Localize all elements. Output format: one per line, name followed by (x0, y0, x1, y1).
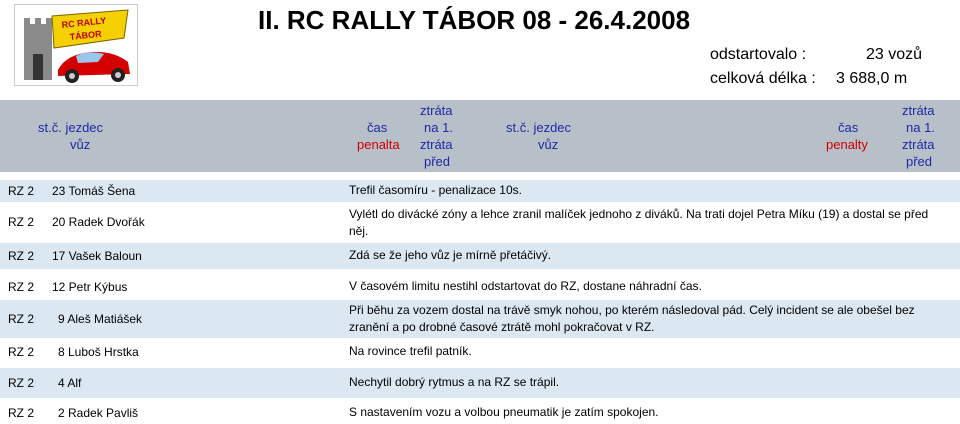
col-car-left: vůz (70, 137, 91, 152)
list-item (0, 300, 960, 338)
stage-label: RZ 2 (8, 280, 35, 294)
stage-label: RZ 2 (8, 184, 35, 198)
list-item (0, 204, 960, 240)
incident-note: V časovém limitu nestihl odstartovat do RZ, dostane náhradní čas. (349, 279, 702, 293)
driver-name: 8 Luboš Hrstka (58, 345, 139, 359)
incident-note: Vylétl do divácké zóny a lehce zranil malíček jednoho z diváků. Na trati dojel Petra Míku (19) a dostal se před něj. (349, 207, 929, 238)
col-car-right: vůz (538, 137, 559, 152)
driver-name: 17 Vašek Baloun (52, 249, 142, 263)
svg-text:RC RALLY: RC RALLY (61, 15, 107, 30)
driver-name: 23 Tomáš Šena (52, 184, 136, 198)
col-time-left: čas (367, 120, 388, 135)
col-loss-left-2: na 1. (424, 120, 453, 135)
stage-label: RZ 2 (8, 345, 35, 359)
incident-note: S nastavením vozu a volbou pneumatik je zatím spokojen. (349, 405, 659, 419)
stage-label: RZ 2 (8, 406, 35, 420)
col-loss-prev-left-1: ztráta (420, 137, 453, 152)
driver-name: 20 Radek Dvořák (52, 215, 145, 229)
incident-note: Nechytil dobrý rytmus a na RZ se trápil. (349, 375, 560, 389)
driver-name: 12 Petr Kýbus (52, 280, 128, 294)
driver-name: 9 Aleš Matiášek (58, 312, 143, 326)
rally-logo (14, 4, 138, 86)
incident-note: Zdá se že jeho vůz je mírně přetáčivý. (349, 248, 552, 262)
length-value: 3 688,0 m (836, 70, 908, 87)
col-loss-prev-right-2: před (906, 154, 933, 169)
col-loss-prev-left-2: před (424, 154, 451, 169)
col-penalty-left: penalta (357, 137, 400, 152)
list-item (0, 243, 960, 269)
page-title: II. RC RALLY TÁBOR 08 - 26.4.2008 (258, 5, 691, 35)
list-item (0, 402, 960, 424)
stage-label: RZ 2 (8, 312, 35, 326)
incident-note: Při běhu za vozem dostal na trávě smyk nohou, po kterém následoval pád. Celý incident se ale obešel bez zranění a po drobné časové ztrátě mohl pokračovat v RZ. (349, 303, 915, 334)
stage-label: RZ 2 (8, 215, 35, 229)
length-label: celková délka : (710, 70, 816, 87)
col-loss-right-2: na 1. (906, 120, 935, 135)
driver-name: 4 Alf (58, 376, 82, 390)
list-item (0, 341, 960, 363)
col-loss-left-1: ztráta (420, 103, 453, 118)
col-time-right: čas (838, 120, 859, 135)
stage-label: RZ 2 (8, 249, 35, 263)
col-stc-driver-left: st.č. jezdec (38, 120, 104, 135)
list-item (0, 276, 960, 298)
col-penalty-right: penalty (826, 137, 868, 152)
list-item (0, 180, 960, 202)
col-loss-right-1: ztráta (902, 103, 935, 118)
incident-note: Na rovince trefil patník. (349, 344, 472, 358)
col-stc-driver-right: st.č. jezdec (506, 120, 572, 135)
stage-label: RZ 2 (8, 376, 35, 390)
column-header (0, 100, 960, 172)
started-value: 23 vozů (866, 46, 923, 63)
svg-text:TÁBOR: TÁBOR (69, 28, 103, 42)
started-label: odstartovalo : (710, 46, 807, 63)
col-loss-prev-right-1: ztráta (902, 137, 935, 152)
incident-note: Trefil časomíru - penalizace 10s. (349, 183, 522, 197)
list-item (0, 368, 960, 398)
driver-name: 2 Radek Pavliš (58, 406, 139, 420)
